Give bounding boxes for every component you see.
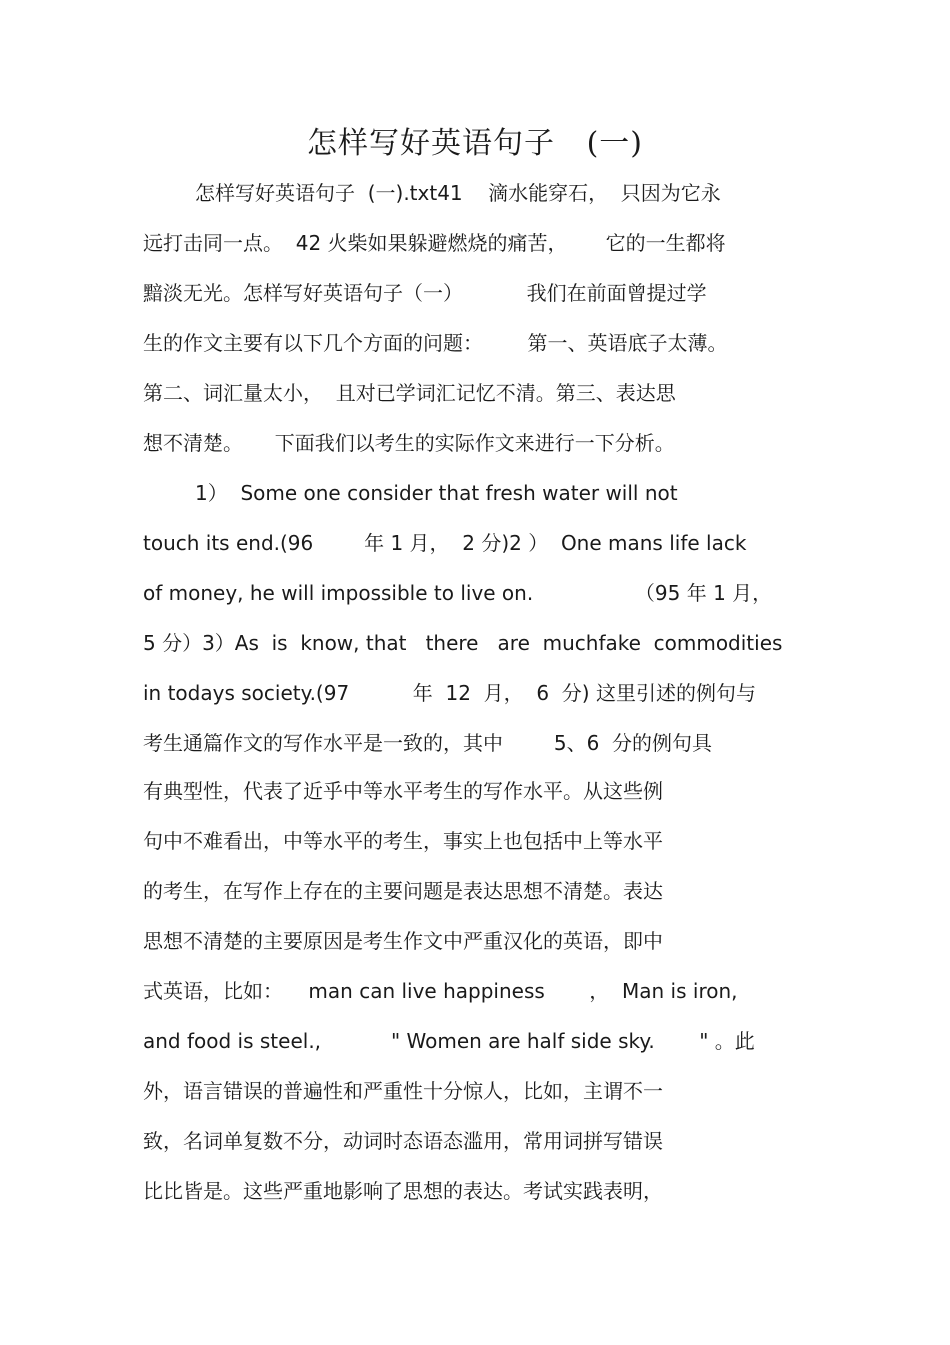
paragraph-line: 思想不清楚的主要原因是考生作文中严重汉化的英语，即中	[143, 929, 663, 953]
paragraph-line: touch its end.(96 年 1 月， 2 分)2 ） One mans life lack	[143, 531, 747, 555]
paragraph-line: 怎样写好英语句子 (一).txt41 滴水能穿石， 只因为它永	[195, 181, 721, 205]
paragraph-line: 考生通篇作文的写作水平是一致的，其中 5、6 分的例句具	[143, 731, 713, 755]
paragraph-line: 远打击同一点。 42 火柴如果躲避燃烧的痛苦， 它的一生都将	[143, 231, 726, 255]
paragraph-line: in todays society.(97 年 12 月， 6 分) 这里引述的例句与	[143, 681, 756, 705]
paragraph-line: of money, he will impossible to live on. （95 年 1 月，	[143, 581, 773, 605]
paragraph-line: 比比皆是。这些严重地影响了思想的表达。考试实践表明，	[143, 1179, 663, 1203]
paragraph-line: 外，语言错误的普遍性和严重性十分惊人，比如，主谓不一	[143, 1079, 663, 1103]
paragraph-line: and food is steel., " Women are half side sky. " 。此	[143, 1029, 755, 1053]
paragraph-line: 有典型性，代表了近乎中等水平考生的写作水平。从这些例	[143, 779, 663, 803]
paragraph-line: 的考生，在写作上存在的主要问题是表达思想不清楚。表达	[143, 879, 663, 903]
paragraph-line: 第二、词汇量太小， 且对已学词汇记忆不清。第三、表达思	[143, 381, 676, 405]
paragraph-line: 想不清楚。 下面我们以考生的实际作文来进行一下分析。	[143, 431, 675, 455]
paragraph-line: 1） Some one consider that fresh water will not	[195, 481, 678, 505]
document-title: 怎样写好英语句子 (一)	[306, 126, 644, 161]
paragraph-line: 句中不难看出，中等水平的考生，事实上也包括中上等水平	[143, 829, 663, 853]
paragraph-line: 生的作文主要有以下几个方面的问题： 第一、英语底子太薄。	[143, 331, 728, 355]
paragraph-line: 式英语，比如： man can live happiness ， Man is iron,	[143, 979, 738, 1003]
paragraph-line: 黯淡无光。怎样写好英语句子（一） 我们在前面曾提过学	[143, 281, 707, 305]
paragraph-line: 致，名词单复数不分，动词时态语态滥用，常用词拼写错误	[143, 1129, 663, 1153]
paragraph-line: 5 分）3）As is know, that there are muchfake commodities	[143, 631, 783, 655]
